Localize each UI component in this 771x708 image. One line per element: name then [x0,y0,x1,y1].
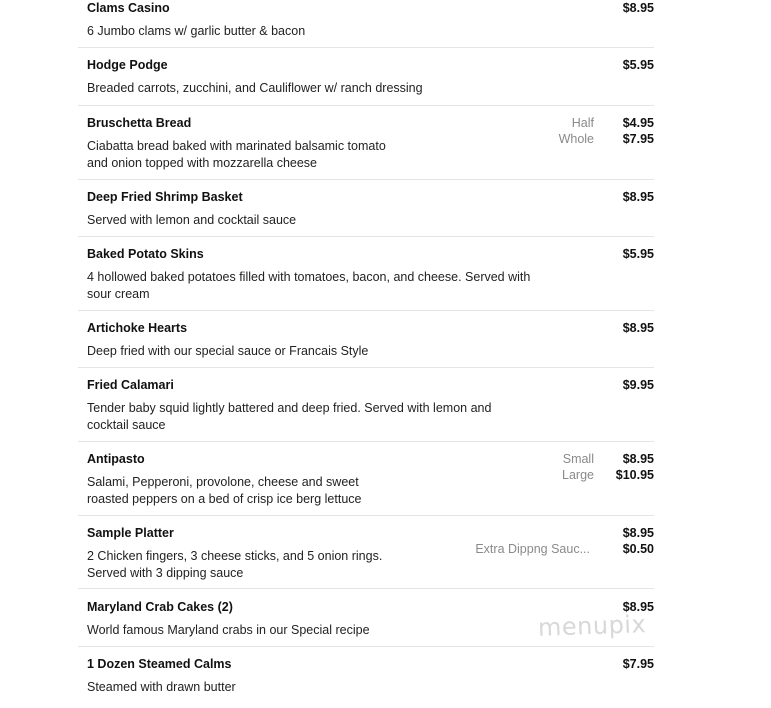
item-description: 6 Jumbo clams w/ garlic butter & bacon [87,24,306,38]
menu-item [78,657,654,697]
menu-item [78,247,654,303]
menupix-watermark: menupix [537,610,647,642]
menu-item [78,58,654,98]
item-price: $7.95 [622,657,654,671]
item-description: Tender baby squid lightly battered and deep fried. Served with lemon and cocktail sauce [87,401,492,432]
item-price: $10.95 [615,468,654,482]
divider [78,441,654,442]
item-price: $8.95 [622,1,654,15]
item-description: Breaded carrots, zucchini, and Cauliflower w/ ranch dressing [87,81,423,95]
item-price: $8.95 [622,190,654,204]
item-price: $8.95 [622,452,654,466]
price-label: Half [571,116,594,130]
item-price: $9.95 [622,378,654,392]
item-name: Baked Potato Skins [87,247,204,261]
item-name: Clams Casino [87,1,170,15]
divider [78,310,654,311]
item-description: Salami, Pepperoni, provolone, cheese and sweet roasted peppers on a bed of crisp ice berg lettuce [87,475,362,506]
menu-item [78,321,654,361]
price-row-large [354,468,654,484]
item-name: 1 Dozen Steamed Calms [87,657,232,671]
price-row [354,1,654,17]
menu-item [78,116,654,172]
price-row-extra-sauce [354,542,654,558]
divider [78,588,654,589]
divider [78,105,654,106]
item-name: Artichoke Hearts [87,321,188,335]
item-description: Steamed with drawn butter [87,680,236,694]
item-description: Deep fried with our special sauce or Francais Style [87,344,369,358]
item-name: Fried Calamari [87,378,174,392]
item-description: Served with lemon and cocktail sauce [87,213,297,227]
item-description: 4 hollowed baked potatoes filled with tomatoes, bacon, and cheese. Served with sour cream [87,270,531,301]
divider [78,236,654,237]
menu-item [78,452,654,508]
price-row [354,58,654,74]
item-name: Antipasto [87,452,145,466]
price-label: Large [562,468,594,482]
divider [78,179,654,180]
item-name: Bruschetta Bread [87,116,192,130]
item-price: $5.95 [622,58,654,72]
price-row [354,657,654,673]
price-row [354,378,654,394]
item-name: Deep Fried Shrimp Basket [87,190,243,204]
item-description: 2 Chicken fingers, 3 cheese sticks, and 5 onion rings. Served with 3 dipping sauce [87,549,383,580]
menu-item [78,190,654,230]
menu-item [78,378,654,434]
divider [78,646,654,647]
price-label: Small [562,452,594,466]
divider [78,47,654,48]
divider [78,367,654,368]
item-name: Hodge Podge [87,58,168,72]
price-row-small [354,452,654,468]
item-price: $7.95 [622,132,654,146]
price-label: Extra Dippng Sauc... [475,542,590,556]
menu-item [78,1,654,41]
item-description: World famous Maryland crabs in our Special recipe [87,623,370,637]
item-price: $8.95 [622,600,654,614]
price-row [354,190,654,206]
divider [78,515,654,516]
item-price: $5.95 [622,247,654,261]
price-label: Whole [558,132,594,146]
price-row [354,247,654,263]
item-price: $8.95 [622,321,654,335]
item-name: Maryland Crab Cakes (2) [87,600,233,614]
menu-item [78,526,654,582]
price-row [354,321,654,337]
item-price: $8.95 [622,526,654,540]
item-price: $4.95 [622,116,654,130]
price-row-whole [354,132,654,148]
item-name: Sample Platter [87,526,174,540]
price-row [354,526,654,542]
price-row-half [354,116,654,132]
item-description: Ciabatta bread baked with marinated balsamic tomato and onion topped with mozzarella cheese [87,139,386,170]
item-price: $0.50 [622,542,654,556]
